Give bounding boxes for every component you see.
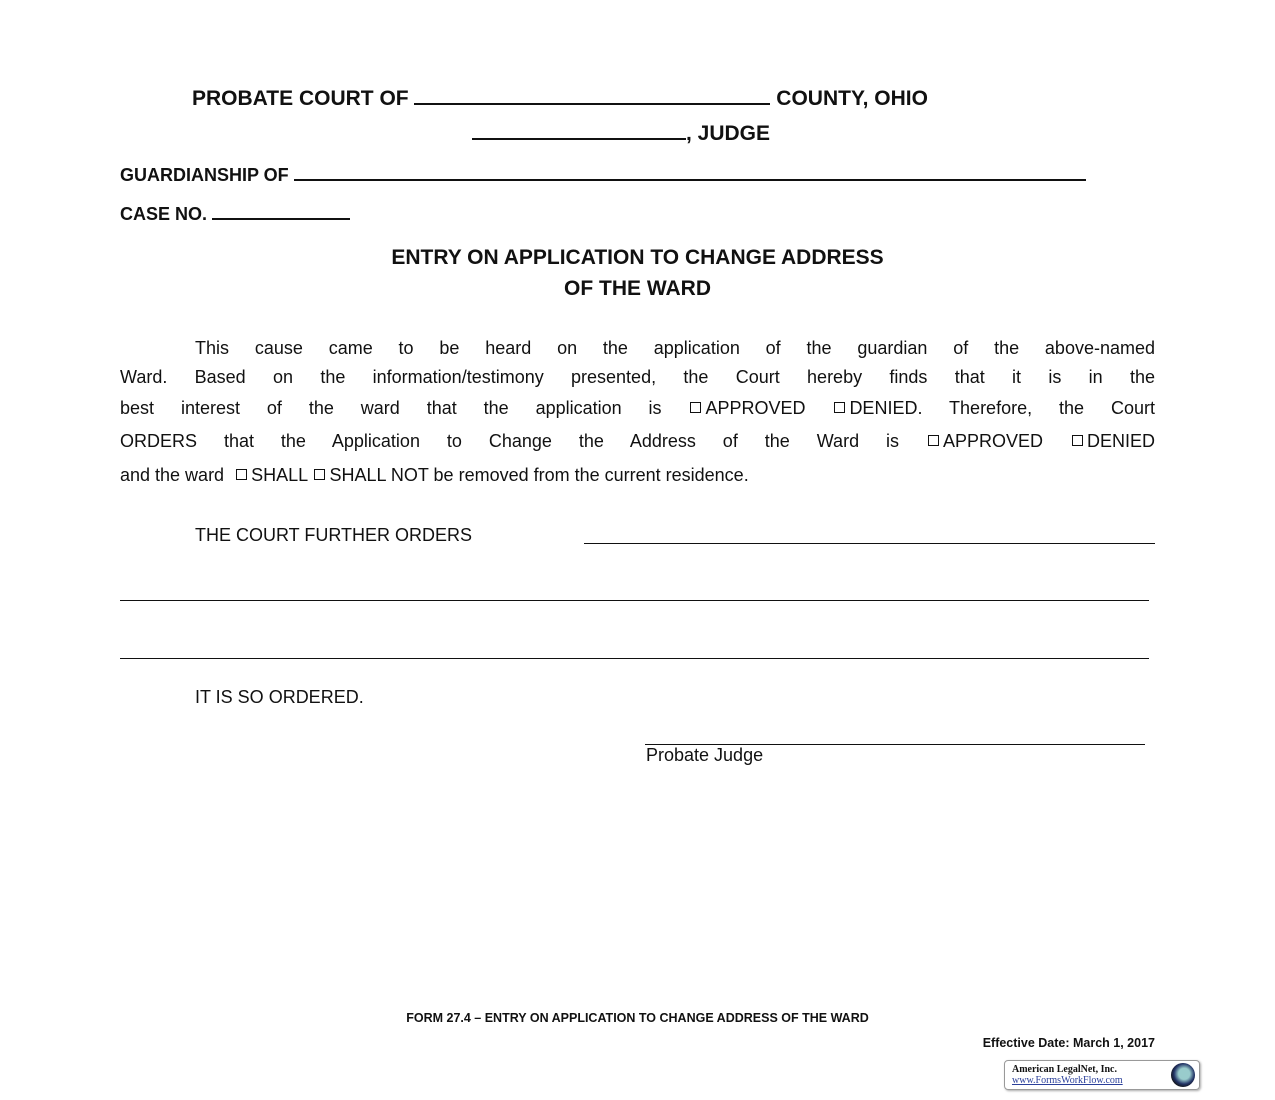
approved-checkbox-2[interactable]	[928, 435, 939, 446]
text: ORDERS that the Application to Change the Address of the Ward is	[120, 431, 900, 451]
court-suffix: COUNTY, OHIO	[776, 87, 928, 110]
title-line-1: ENTRY ON APPLICATION TO CHANGE ADDRESS	[391, 246, 884, 269]
effective-date: Effective Date: March 1, 2017	[982, 1036, 1155, 1050]
approved-label: APPROVED	[705, 398, 806, 418]
approved-checkbox[interactable]	[690, 402, 701, 413]
judge-line	[472, 120, 770, 146]
case-label: CASE NO.	[120, 204, 208, 224]
approved-label-2: APPROVED	[942, 431, 1044, 451]
text: be removed from the current residence.	[433, 465, 749, 485]
text: and the ward	[120, 465, 225, 485]
denied-label: DENIED.	[849, 398, 923, 418]
form-footer: FORM 27.4 – ENTRY ON APPLICATION TO CHANGE ADDRESS OF THE WARD	[406, 1011, 869, 1025]
paragraph-line-3	[120, 398, 1155, 419]
guardianship-label: GUARDIANSHIP OF	[120, 165, 289, 185]
globe-icon	[1171, 1063, 1195, 1087]
judge-name-field[interactable]	[472, 120, 686, 140]
denied-checkbox-2[interactable]	[1072, 435, 1083, 446]
further-orders-field-3[interactable]	[120, 658, 1149, 659]
paragraph-line-1: This cause came to be heard on the application of the guardian of the above-named	[195, 338, 1155, 358]
judge-suffix: , JUDGE	[686, 122, 771, 145]
guardianship-line	[120, 161, 1086, 186]
text: best interest of the ward that the application is	[120, 398, 662, 418]
denied-label-2: DENIED	[1086, 431, 1155, 451]
american-legalnet-logo[interactable]	[1004, 1060, 1200, 1090]
shall-label: SHALL	[251, 465, 308, 485]
shall-not-label: SHALL NOT	[329, 465, 429, 485]
text: Therefore, the Court	[949, 398, 1155, 418]
paragraph-line-4	[120, 431, 1155, 452]
title-line-2: OF THE WARD	[564, 277, 711, 300]
so-ordered: IT IS SO ORDERED.	[195, 687, 364, 707]
court-header	[192, 85, 928, 111]
paragraph-line-5	[120, 465, 749, 486]
further-orders-field-2[interactable]	[120, 600, 1149, 601]
county-field[interactable]	[414, 85, 770, 105]
further-orders-field[interactable]	[584, 543, 1155, 544]
guardianship-field[interactable]	[294, 161, 1086, 181]
shall-not-checkbox[interactable]	[314, 469, 325, 480]
logo-name: American LegalNet, Inc.	[1012, 1064, 1117, 1075]
case-line	[120, 200, 350, 225]
case-number-field[interactable]	[212, 200, 350, 220]
further-orders-label: THE COURT FURTHER ORDERS	[195, 525, 473, 545]
denied-checkbox[interactable]	[834, 402, 845, 413]
shall-checkbox[interactable]	[236, 469, 247, 480]
court-prefix: PROBATE COURT OF	[192, 87, 409, 110]
signature-label: Probate Judge	[646, 745, 764, 765]
paragraph-line-2: Ward. Based on the information/testimony presented, the Court hereby finds that it is in the	[120, 367, 1155, 387]
logo-url[interactable]: www.FormsWorkFlow.com	[1012, 1075, 1123, 1086]
